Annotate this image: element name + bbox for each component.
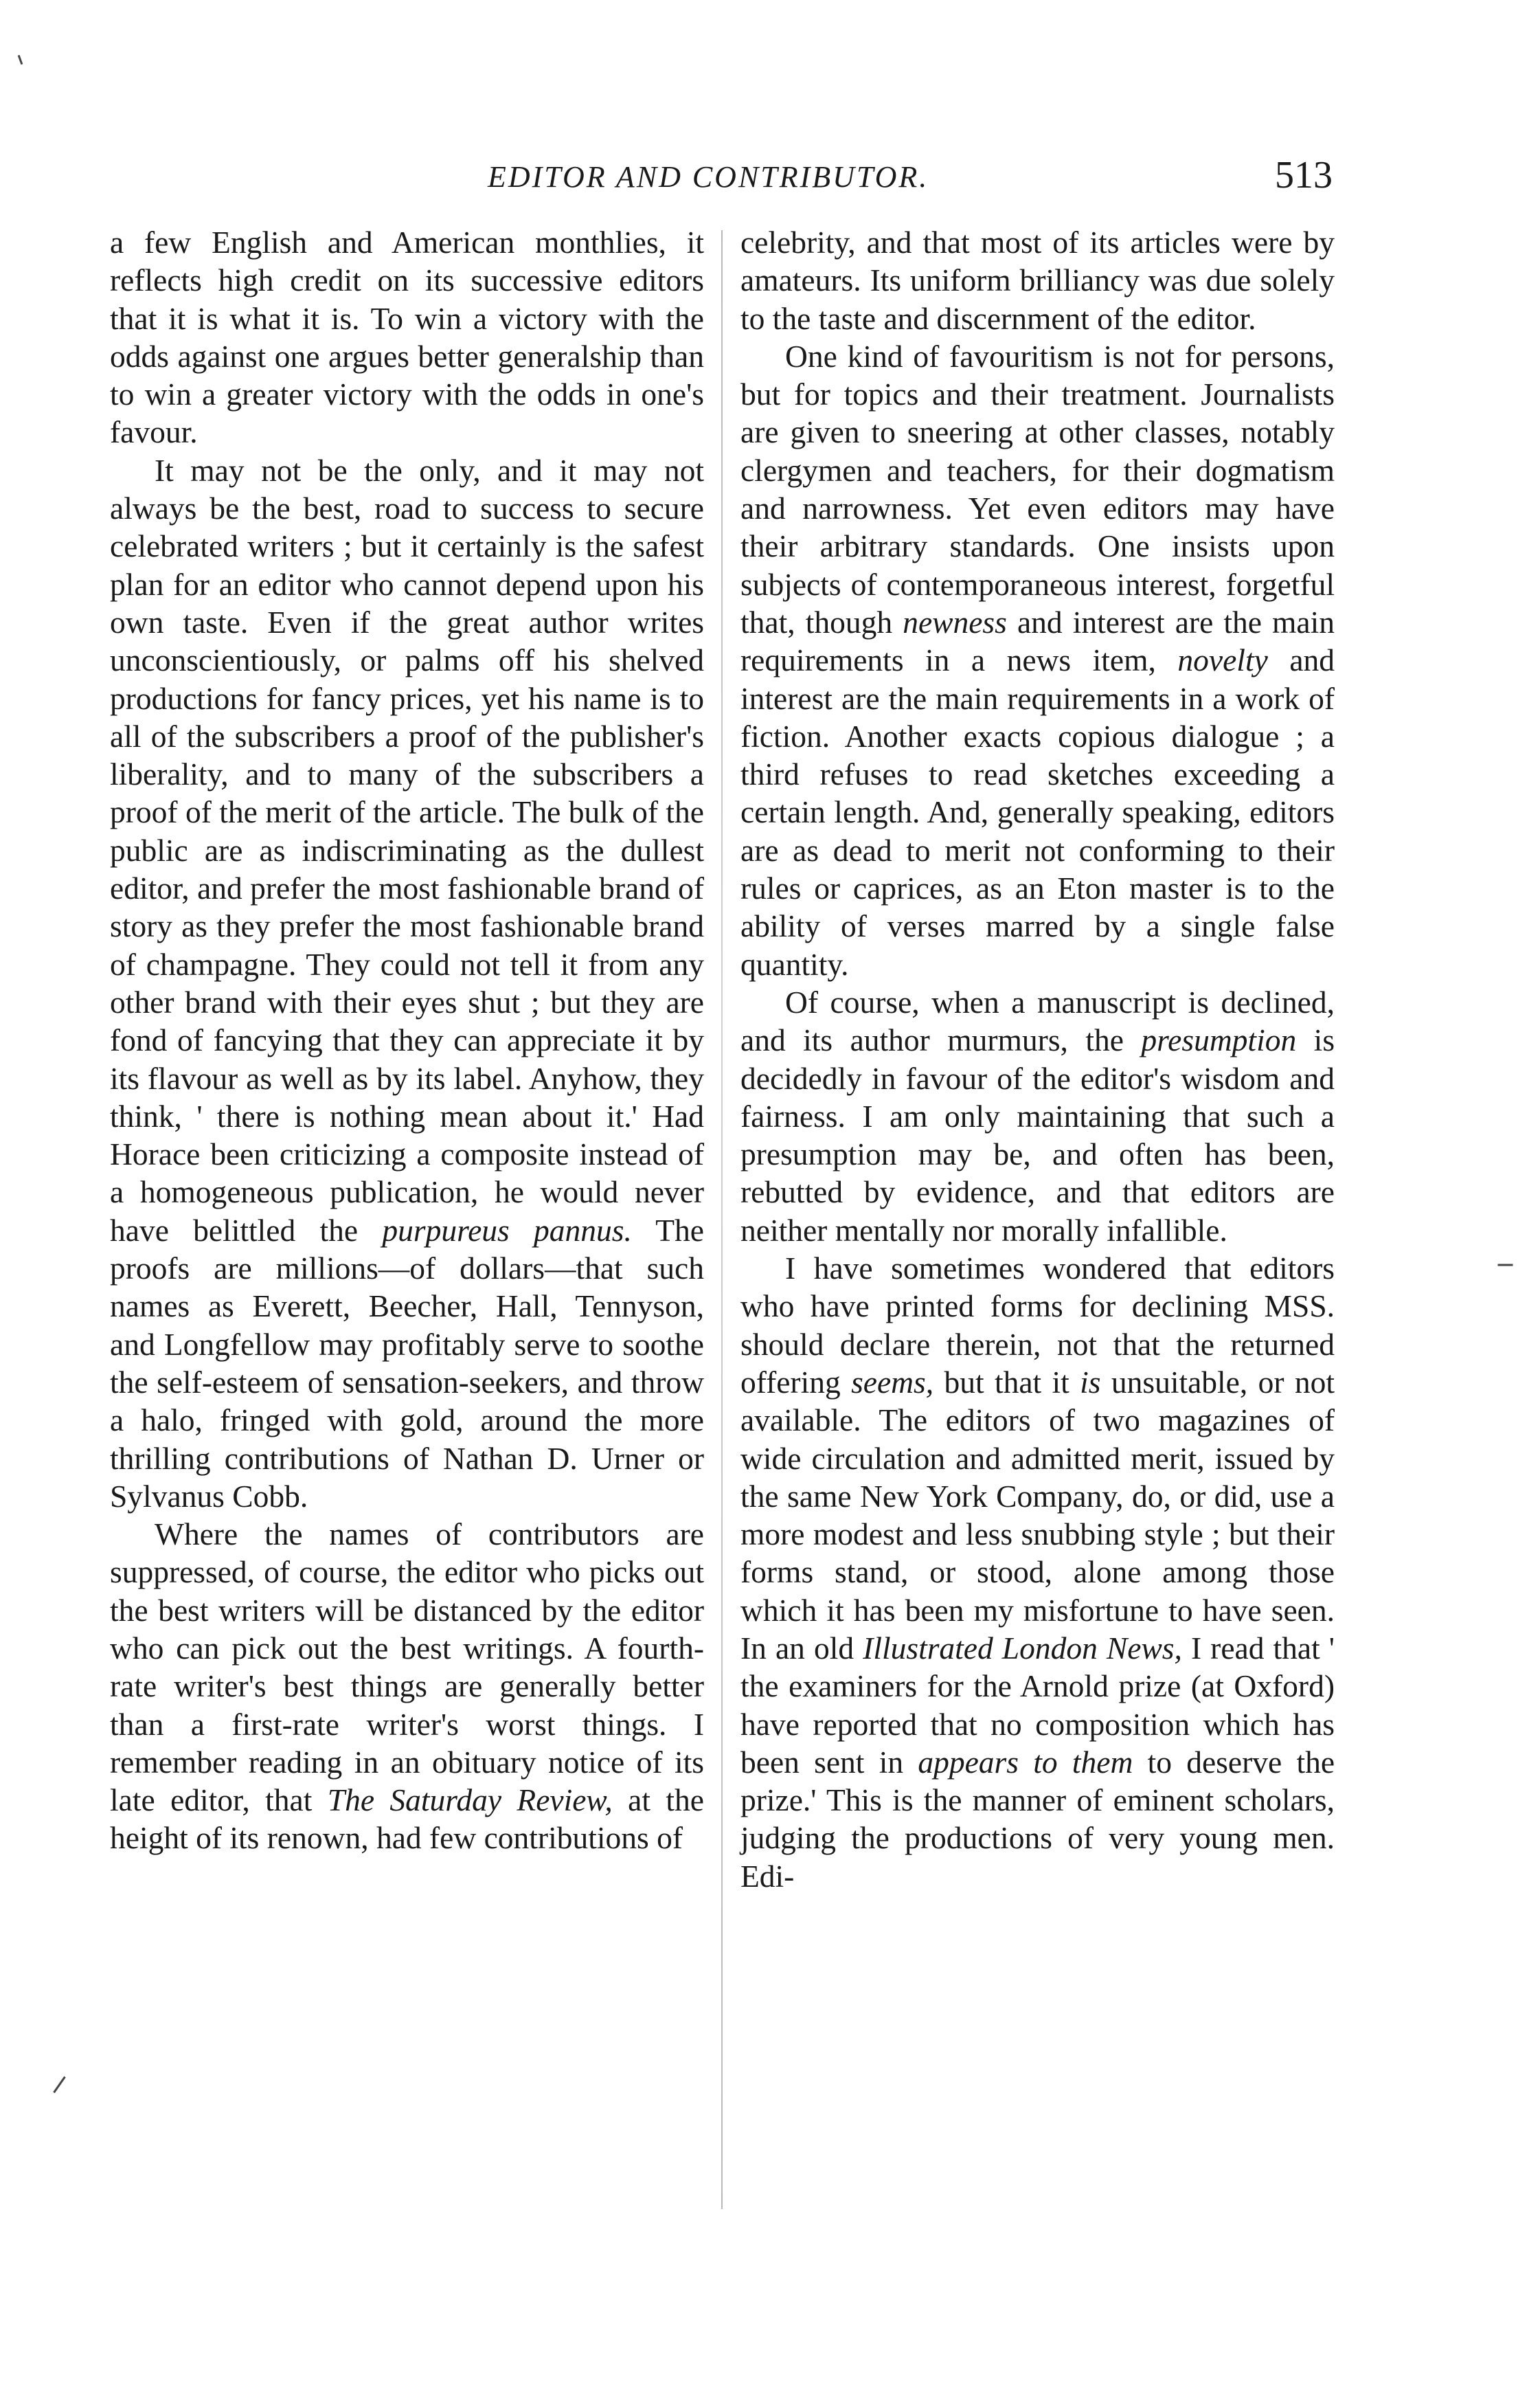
paragraph-text: One kind of favouritism is not for persons, but for topics and their treatment. Journalists are given to sneering at other classes, notably clergymen and teachers, for their dogmatism and narrowness. Yet even editors may have their arbitrary standards. One insists upon subjects of contemporaneous interest, forgetful that, though xyxy=(740,338,1335,640)
left-column xyxy=(110,223,704,1857)
paragraph-text: celebrity, and that most of its articles were by amateurs. Its uniform brilliancy was due solely to the taste and discernment of the editor. xyxy=(740,225,1335,336)
italic-phrase: seems, xyxy=(851,1364,934,1400)
paragraph xyxy=(110,1515,704,1857)
italic-phrase: novelty xyxy=(1177,642,1268,678)
paragraph xyxy=(110,223,704,451)
page-number: 513 xyxy=(1275,154,1333,197)
paragraph-text: I read that ' the examiners for the Arnold prize (at Oxford) have reported that no composition which has been sent in xyxy=(740,1630,1335,1780)
paragraph-text: Of course, when a manuscript is declined, and its author murmurs, the xyxy=(740,984,1335,1058)
paragraph-text: is decidedly in favour of the editor's wisdom and fairness. I am only maintaining that such a presumption may be, and often has been, rebutted by evidence, and that editors are neither mentally nor morally infallible. xyxy=(740,1022,1335,1248)
italic-phrase: Illustrated London News, xyxy=(863,1630,1182,1666)
italic-phrase: appears to them xyxy=(918,1744,1133,1780)
scan-speck xyxy=(53,2076,66,2094)
paragraph xyxy=(110,451,704,1515)
italic-phrase: is xyxy=(1080,1364,1101,1400)
paragraph-text: The proofs are millions—of dollars—that such names as Everett, Beecher, Hall, Tennyson, and Longfellow may profitably serve to soothe the self-esteem of sensation-seekers, and throw a halo, fringed with gold, around the more thrilling contributions of Nathan D. Urner or Sylvanus Cobb. xyxy=(110,1212,705,1514)
italic-phrase: The Saturday Review, xyxy=(327,1782,613,1818)
column-rule xyxy=(721,230,723,2209)
paragraph xyxy=(740,983,1335,1249)
paragraph-text: It may not be the only, and it may not always be the best, road to success to secure celebrated writers ; but it certainly is the safest plan for an editor who cannot depend upon his own taste. Even if the great author writes unconscientiously, or palms off his shelved productions for fancy prices, yet his name is to all of the subscribers a proof of the publisher's liberality, and to many of the subscribers a proof of the merit of the article. The bulk of the public are as indiscriminating as the dullest editor, and prefer the most fashionable brand of story as they prefer the most fashionable brand of champagne. They could not tell it from any other brand with their eyes shut ; but they are fond of fancying that they can appreciate it by its flavour as well as by its label. Anyhow, they think, ' there is nothing mean about it.' Had Horace been criticizing a composite instead of a homogeneous publication, he would never have belittled the xyxy=(110,452,704,1248)
italic-phrase: presumption xyxy=(1141,1022,1297,1058)
scan-speck xyxy=(1498,1264,1513,1266)
italic-phrase: newness xyxy=(903,604,1007,640)
paragraph-text: and interest are the main requirements in a news item, xyxy=(740,604,1335,678)
paragraph-text: at the height of its renown, had few contributions of xyxy=(110,1782,704,1856)
paragraph-text: I have sometimes wondered that editors who have printed forms for declining MSS. should declare therein, not that the returned offering xyxy=(740,1251,1335,1400)
paragraph xyxy=(740,223,1335,337)
paragraph-text: a few English and American monthlies, it reflects high credit on its successive editors that it is what it is. To win a victory with the odds against one argues better generalship than to win a greater victory with the odds in one's favour. xyxy=(110,225,704,450)
running-title: EDITOR AND CONTRIBUTOR. xyxy=(488,160,929,194)
paragraph-text: to deserve the prize.' This is the manner of eminent scholars, judging the productions of very young men. Edi- xyxy=(740,1744,1335,1894)
paragraph-text: Where the names of contributors are suppressed, of course, the editor who picks out the best writers will be distanced by the editor who can pick out the best writings. A fourth-rate writer's best things are generally better than a first-rate writer's worst things. I remember reading in an obituary notice of its late editor, that xyxy=(110,1516,704,1818)
scan-speck xyxy=(18,55,23,65)
right-column xyxy=(740,223,1335,1895)
paragraph xyxy=(740,1249,1335,1895)
paragraph-text: but that it xyxy=(944,1364,1069,1400)
paragraph xyxy=(740,337,1335,983)
paragraph-text: and interest are the main requirements in a work of fiction. Another exacts copious dialogue ; a third refuses to read sketches exceeding a certain length. And, generally speaking, editors are as dead to merit not conforming to their rules or caprices, as an Eton master is to the ability of verses marred by a single false quantity. xyxy=(740,642,1335,982)
italic-phrase: purpureus pannus. xyxy=(382,1212,632,1248)
running-head xyxy=(110,154,1333,205)
paragraph-text: unsuitable, or not available. The editors of two magazines of wide circulation and admitted merit, issued by the same New York Company, do, or did, use a more modest and less snubbing style ; but their forms stand, or stood, alone among those which it has been my misfortune to have seen. In an old xyxy=(740,1364,1335,1666)
